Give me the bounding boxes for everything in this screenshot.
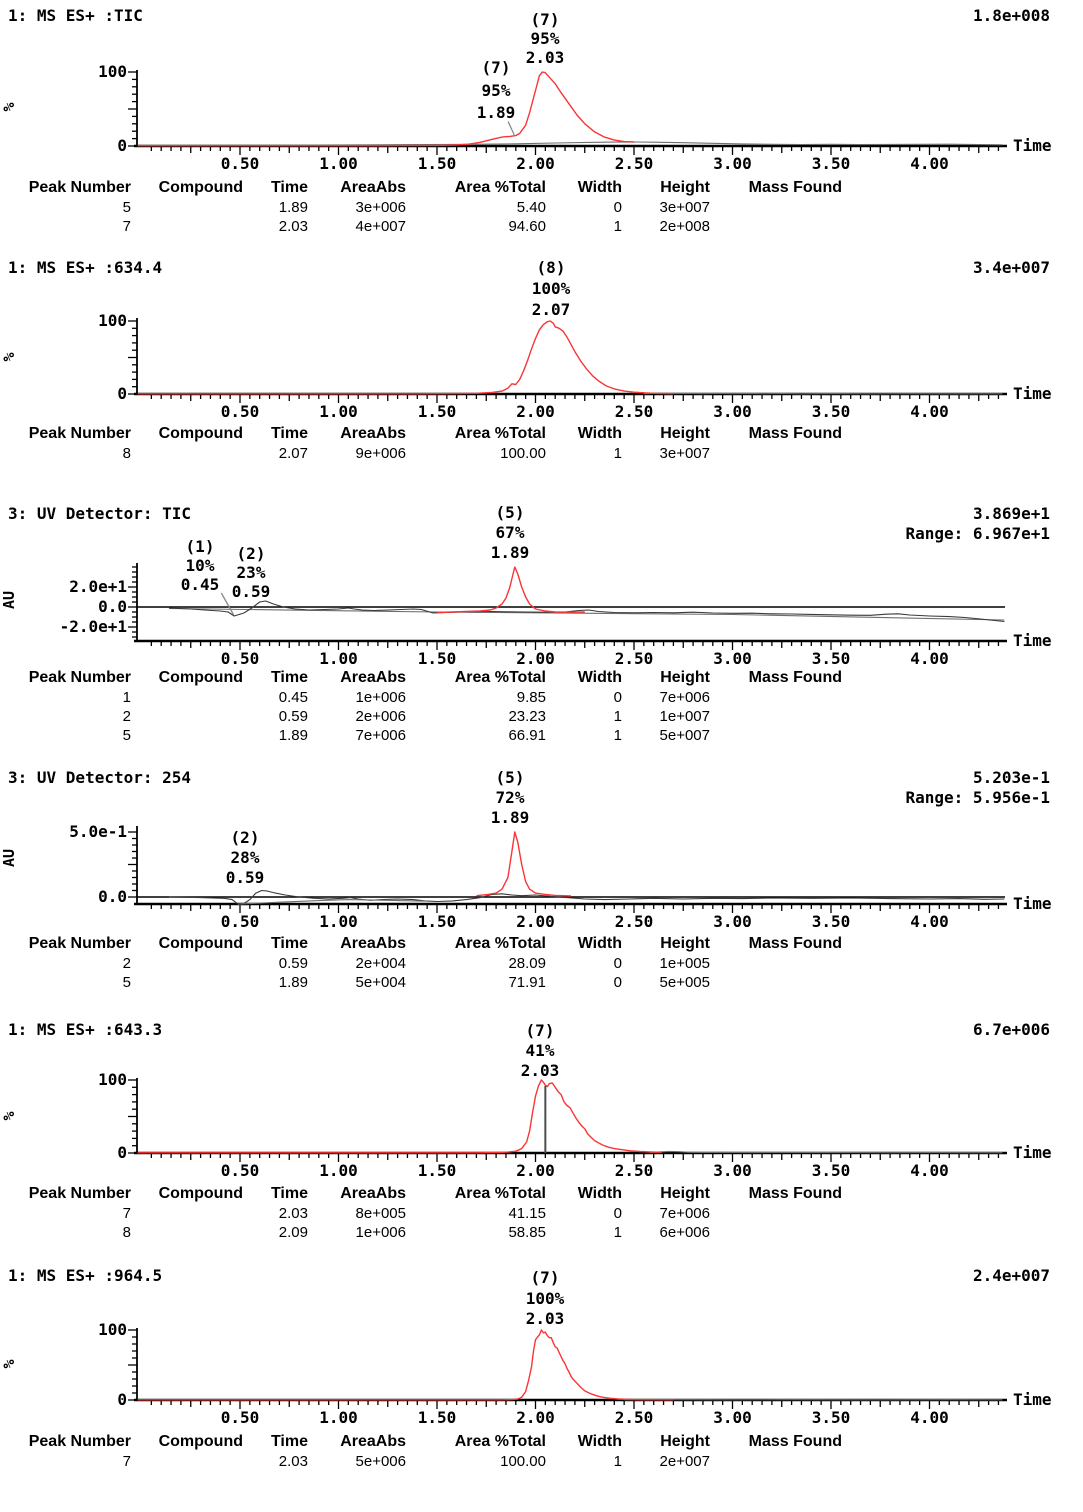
table-cell: 100.00 xyxy=(406,444,546,463)
col-header-peak-number: Peak Number xyxy=(0,668,131,688)
trace-uv254-red xyxy=(476,832,571,896)
y-axis-title: AU xyxy=(0,849,18,867)
y-tick-label: 100 xyxy=(98,311,127,330)
table-cell xyxy=(710,688,842,707)
y-tick-label: 2.0e+1 xyxy=(69,577,127,596)
peak-table xyxy=(0,1184,842,1242)
peak-annotation: 0.59 xyxy=(226,868,265,887)
table-cell xyxy=(710,217,842,236)
table-cell: 1 xyxy=(546,1452,622,1471)
col-header-compound: Compound xyxy=(131,178,243,198)
panel-4 xyxy=(0,762,1083,1014)
table-cell xyxy=(710,1204,842,1223)
col-header-width: Width xyxy=(546,178,622,198)
y-axis-title: AU xyxy=(0,591,18,609)
table-cell: 3e+007 xyxy=(622,444,710,463)
table-cell: 1 xyxy=(546,217,622,236)
table-cell: 2.03 xyxy=(243,1452,308,1471)
table-cell xyxy=(131,1452,243,1471)
col-header-areaabs: AreaAbs xyxy=(308,178,406,198)
trace-uv-dark xyxy=(169,601,1004,622)
x-tick-label: 3.00 xyxy=(713,649,752,668)
x-tick-label: 0.50 xyxy=(221,912,260,931)
table-cell: 8e+005 xyxy=(308,1204,406,1223)
chromatogram-plot xyxy=(0,0,1083,178)
trace-title: 1: MS ES+ :TIC xyxy=(8,6,143,25)
table-cell: 7e+006 xyxy=(308,726,406,745)
col-header-mass-found: Mass Found xyxy=(710,424,842,444)
peak-annotation: 28% xyxy=(231,848,260,867)
x-tick-label: 3.50 xyxy=(812,649,851,668)
table-cell: 1 xyxy=(546,1223,622,1242)
y-tick-label: 0.0 xyxy=(98,887,127,906)
col-header-peak-number: Peak Number xyxy=(0,1184,131,1204)
table-cell: 2 xyxy=(0,954,131,973)
x-tick-label: 4.00 xyxy=(910,1408,949,1427)
x-tick-label: 3.00 xyxy=(713,154,752,173)
col-header-compound: Compound xyxy=(131,668,243,688)
x-tick-label: 3.00 xyxy=(713,1408,752,1427)
x-tick-label: 4.00 xyxy=(910,154,949,173)
range-label: Range: 5.956e-1 xyxy=(906,788,1051,807)
trace-title: 3: UV Detector: TIC xyxy=(8,504,191,523)
col-header-mass-found: Mass Found xyxy=(710,178,842,198)
table-cell: 1e+006 xyxy=(308,1223,406,1242)
intensity-label: 3.869e+1 xyxy=(973,504,1050,523)
panel-3 xyxy=(0,498,1083,748)
y-tick-label: 0 xyxy=(117,1390,127,1409)
x-tick-label: 2.00 xyxy=(516,1408,555,1427)
intensity-label: 2.4e+007 xyxy=(973,1266,1050,1285)
peak-annotation: 100% xyxy=(526,1289,565,1308)
col-header-area-total: Area %Total xyxy=(406,668,546,688)
time-axis-label: Time xyxy=(1013,1143,1052,1162)
table-cell xyxy=(131,707,243,726)
peak-table xyxy=(0,1432,842,1471)
peak-annotation: 2.03 xyxy=(526,1309,565,1328)
peak-annotation: 72% xyxy=(496,788,525,807)
peak-annotation: (7) xyxy=(526,1021,555,1040)
trace-uv-red xyxy=(437,567,585,613)
table-cell xyxy=(710,707,842,726)
x-tick-label: 2.50 xyxy=(615,154,654,173)
table-cell: 2.07 xyxy=(243,444,308,463)
col-header-height: Height xyxy=(622,1184,710,1204)
trace-title: 1: MS ES+ :643.3 xyxy=(8,1020,162,1039)
trace-title: 1: MS ES+ :634.4 xyxy=(8,258,162,277)
x-tick-label: 3.00 xyxy=(713,912,752,931)
col-header-peak-number: Peak Number xyxy=(0,424,131,444)
table-cell: 100.00 xyxy=(406,1452,546,1471)
peak-annotation: 95% xyxy=(531,29,560,48)
table-cell: 5e+006 xyxy=(308,1452,406,1471)
col-header-area-total: Area %Total xyxy=(406,178,546,198)
time-axis-label: Time xyxy=(1013,894,1052,913)
table-cell: 9.85 xyxy=(406,688,546,707)
peak-annotation: (8) xyxy=(537,258,566,277)
peak-annotation: (7) xyxy=(482,58,511,77)
x-tick-label: 2.00 xyxy=(516,402,555,421)
table-cell xyxy=(131,688,243,707)
time-axis-label: Time xyxy=(1013,631,1052,650)
chromatogram-plot xyxy=(0,762,1083,934)
col-header-width: Width xyxy=(546,424,622,444)
table-cell: 0.45 xyxy=(243,688,308,707)
table-cell: 1 xyxy=(546,444,622,463)
y-axis-title: % xyxy=(0,1111,18,1120)
panel-5 xyxy=(0,1014,1083,1264)
y-tick-label: -2.0e+1 xyxy=(60,617,127,636)
x-tick-label: 4.00 xyxy=(910,402,949,421)
table-cell xyxy=(131,1223,243,1242)
table-cell: 0 xyxy=(546,954,622,973)
x-tick-label: 0.50 xyxy=(221,402,260,421)
y-tick-label: 0.0 xyxy=(98,597,127,616)
table-cell: 7 xyxy=(0,217,131,236)
chromatogram-plot xyxy=(0,252,1083,424)
peak-annotation: (2) xyxy=(231,828,260,847)
table-cell: 2 xyxy=(0,707,131,726)
peak-annotation: 1.89 xyxy=(491,543,530,562)
col-header-mass-found: Mass Found xyxy=(710,1432,842,1452)
table-cell: 0 xyxy=(546,1204,622,1223)
x-tick-label: 2.00 xyxy=(516,154,555,173)
x-tick-label: 1.50 xyxy=(418,1161,457,1180)
x-tick-label: 1.00 xyxy=(319,402,358,421)
peak-annotation: (1) xyxy=(186,537,215,556)
peak-annotation: 2.07 xyxy=(532,300,571,319)
table-cell: 1 xyxy=(0,688,131,707)
table-cell: 0 xyxy=(546,688,622,707)
table-cell: 5e+005 xyxy=(622,973,710,992)
table-cell: 2e+004 xyxy=(308,954,406,973)
col-header-areaabs: AreaAbs xyxy=(308,1432,406,1452)
y-axis-title: % xyxy=(0,1359,18,1368)
table-cell xyxy=(131,726,243,745)
col-header-time: Time xyxy=(243,668,308,688)
table-cell: 5e+004 xyxy=(308,973,406,992)
col-header-time: Time xyxy=(243,424,308,444)
x-tick-label: 2.50 xyxy=(615,649,654,668)
y-tick-label: 0 xyxy=(117,1143,127,1162)
table-cell: 2.03 xyxy=(243,1204,308,1223)
table-cell: 7 xyxy=(0,1452,131,1471)
x-tick-label: 0.50 xyxy=(221,1161,260,1180)
trace-xic-red xyxy=(138,321,674,394)
peak-annotation: 0.59 xyxy=(232,582,271,601)
peak-annotation: 100% xyxy=(532,279,571,298)
col-header-time: Time xyxy=(243,1184,308,1204)
peak-table xyxy=(0,934,842,992)
x-tick-label: 2.50 xyxy=(615,912,654,931)
peak-annotation: 95% xyxy=(482,81,511,100)
x-tick-label: 1.50 xyxy=(418,649,457,668)
col-header-mass-found: Mass Found xyxy=(710,1184,842,1204)
peak-annotation: (5) xyxy=(496,503,525,522)
table-cell xyxy=(131,444,243,463)
col-header-width: Width xyxy=(546,1432,622,1452)
peak-annotation: (7) xyxy=(531,10,560,29)
col-header-compound: Compound xyxy=(131,934,243,954)
x-tick-label: 3.00 xyxy=(713,402,752,421)
peak-annotation: (7) xyxy=(531,1268,560,1287)
peak-annotation: 0.45 xyxy=(181,575,220,594)
x-tick-label: 3.50 xyxy=(812,912,851,931)
col-header-time: Time xyxy=(243,934,308,954)
col-header-peak-number: Peak Number xyxy=(0,178,131,198)
x-tick-label: 1.50 xyxy=(418,402,457,421)
x-tick-label: 1.50 xyxy=(418,1408,457,1427)
col-header-areaabs: AreaAbs xyxy=(308,668,406,688)
table-cell: 4e+007 xyxy=(308,217,406,236)
col-header-width: Width xyxy=(546,668,622,688)
table-cell xyxy=(131,217,243,236)
table-cell: 5.40 xyxy=(406,198,546,217)
table-cell: 3e+006 xyxy=(308,198,406,217)
table-cell: 7e+006 xyxy=(622,1204,710,1223)
x-tick-label: 1.00 xyxy=(319,154,358,173)
col-header-compound: Compound xyxy=(131,1184,243,1204)
x-tick-label: 0.50 xyxy=(221,649,260,668)
table-cell: 28.09 xyxy=(406,954,546,973)
x-tick-label: 4.00 xyxy=(910,1161,949,1180)
table-cell: 66.91 xyxy=(406,726,546,745)
peak-annotation: 2.03 xyxy=(521,1061,560,1080)
table-cell xyxy=(710,973,842,992)
peak-annotation: 2.03 xyxy=(526,48,565,67)
peak-table xyxy=(0,668,842,745)
trace-title: 1: MS ES+ :964.5 xyxy=(8,1266,162,1285)
col-header-time: Time xyxy=(243,178,308,198)
trace-xic-red xyxy=(138,1080,662,1153)
col-header-area-total: Area %Total xyxy=(406,424,546,444)
panel-2 xyxy=(0,252,1083,504)
x-tick-label: 3.50 xyxy=(812,154,851,173)
table-cell: 1.89 xyxy=(243,198,308,217)
table-cell: 1 xyxy=(546,726,622,745)
peak-annotation: (2) xyxy=(237,544,266,563)
time-axis-label: Time xyxy=(1013,1390,1052,1409)
col-header-height: Height xyxy=(622,178,710,198)
peak-annotation: 67% xyxy=(496,523,525,542)
table-cell: 3e+007 xyxy=(622,198,710,217)
x-tick-label: 3.50 xyxy=(812,1408,851,1427)
range-label: Range: 6.967e+1 xyxy=(906,524,1051,543)
panel-6 xyxy=(0,1260,1083,1512)
peak-table xyxy=(0,178,842,236)
table-cell xyxy=(131,198,243,217)
col-header-mass-found: Mass Found xyxy=(710,934,842,954)
chromatogram-plot xyxy=(0,1260,1083,1432)
time-axis-label: Time xyxy=(1013,136,1052,155)
trace-xic-red xyxy=(138,1330,674,1400)
time-axis-label: Time xyxy=(1013,384,1052,403)
x-tick-label: 1.50 xyxy=(418,912,457,931)
col-header-area-total: Area %Total xyxy=(406,1432,546,1452)
chromatogram-plot xyxy=(0,1014,1083,1184)
y-tick-label: 0 xyxy=(117,384,127,403)
table-cell: 8 xyxy=(0,444,131,463)
x-tick-label: 3.50 xyxy=(812,402,851,421)
col-header-height: Height xyxy=(622,424,710,444)
table-cell: 7e+006 xyxy=(622,688,710,707)
table-cell xyxy=(710,726,842,745)
intensity-label: 6.7e+006 xyxy=(973,1020,1050,1039)
table-cell: 0.59 xyxy=(243,954,308,973)
x-tick-label: 1.00 xyxy=(319,912,358,931)
x-tick-label: 1.00 xyxy=(319,1161,358,1180)
col-header-time: Time xyxy=(243,1432,308,1452)
table-cell: 2.03 xyxy=(243,217,308,236)
table-cell: 5e+007 xyxy=(622,726,710,745)
table-cell xyxy=(131,1204,243,1223)
y-tick-label: 100 xyxy=(98,1070,127,1089)
table-cell: 1.89 xyxy=(243,973,308,992)
table-cell: 23.23 xyxy=(406,707,546,726)
table-cell: 2.09 xyxy=(243,1223,308,1242)
x-tick-label: 3.50 xyxy=(812,1161,851,1180)
intensity-label: 3.4e+007 xyxy=(973,258,1050,277)
x-tick-label: 2.50 xyxy=(615,402,654,421)
col-header-peak-number: Peak Number xyxy=(0,1432,131,1452)
table-cell: 2e+008 xyxy=(622,217,710,236)
x-tick-label: 1.00 xyxy=(319,649,358,668)
trace-tic-red xyxy=(138,72,634,146)
peak-annotation: 1.89 xyxy=(477,103,516,122)
col-header-compound: Compound xyxy=(131,424,243,444)
x-tick-label: 0.50 xyxy=(221,1408,260,1427)
y-tick-label: 5.0e-1 xyxy=(69,822,127,841)
col-header-height: Height xyxy=(622,1432,710,1452)
table-cell: 1e+007 xyxy=(622,707,710,726)
col-header-width: Width xyxy=(546,934,622,954)
col-header-areaabs: AreaAbs xyxy=(308,1184,406,1204)
table-cell: 1e+005 xyxy=(622,954,710,973)
table-cell xyxy=(710,954,842,973)
table-cell xyxy=(710,1223,842,1242)
x-tick-label: 4.00 xyxy=(910,912,949,931)
table-cell: 1e+006 xyxy=(308,688,406,707)
y-axis-title: % xyxy=(0,102,18,111)
y-tick-label: 100 xyxy=(98,62,127,81)
col-header-height: Height xyxy=(622,668,710,688)
x-tick-label: 2.50 xyxy=(615,1408,654,1427)
peak-annotation: 1.89 xyxy=(491,808,530,827)
table-cell: 0 xyxy=(546,198,622,217)
table-cell: 8 xyxy=(0,1223,131,1242)
table-cell: 58.85 xyxy=(406,1223,546,1242)
annotation-callout-line xyxy=(508,122,514,135)
peak-annotation: 10% xyxy=(186,556,215,575)
table-cell xyxy=(131,973,243,992)
table-cell: 71.91 xyxy=(406,973,546,992)
chromatogram-plot xyxy=(0,498,1083,668)
col-header-areaabs: AreaAbs xyxy=(308,424,406,444)
intensity-label: 1.8e+008 xyxy=(973,6,1050,25)
peak-annotation: 23% xyxy=(237,563,266,582)
x-tick-label: 4.00 xyxy=(910,649,949,668)
y-tick-label: 100 xyxy=(98,1320,127,1339)
col-header-mass-found: Mass Found xyxy=(710,668,842,688)
x-tick-label: 2.00 xyxy=(516,649,555,668)
y-axis-title: % xyxy=(0,352,18,361)
table-cell: 7 xyxy=(0,1204,131,1223)
x-tick-label: 2.00 xyxy=(516,912,555,931)
table-cell: 1 xyxy=(546,707,622,726)
x-tick-label: 1.00 xyxy=(319,1408,358,1427)
intensity-label: 5.203e-1 xyxy=(973,768,1050,787)
table-cell: 0 xyxy=(546,973,622,992)
x-tick-label: 1.50 xyxy=(418,154,457,173)
y-tick-label: 0 xyxy=(117,136,127,155)
table-cell: 94.60 xyxy=(406,217,546,236)
peak-annotation: (5) xyxy=(496,768,525,787)
table-cell xyxy=(710,198,842,217)
x-tick-label: 0.50 xyxy=(221,154,260,173)
table-cell: 2e+007 xyxy=(622,1452,710,1471)
col-header-compound: Compound xyxy=(131,1432,243,1452)
x-tick-label: 3.00 xyxy=(713,1161,752,1180)
col-header-peak-number: Peak Number xyxy=(0,934,131,954)
col-header-areaabs: AreaAbs xyxy=(308,934,406,954)
col-header-area-total: Area %Total xyxy=(406,1184,546,1204)
x-tick-label: 2.00 xyxy=(516,1161,555,1180)
table-cell xyxy=(710,1452,842,1471)
x-tick-label: 2.50 xyxy=(615,1161,654,1180)
peak-table xyxy=(0,424,842,463)
col-header-height: Height xyxy=(622,934,710,954)
table-cell: 2e+006 xyxy=(308,707,406,726)
table-cell: 0.59 xyxy=(243,707,308,726)
table-cell xyxy=(131,954,243,973)
table-cell xyxy=(710,444,842,463)
table-cell: 9e+006 xyxy=(308,444,406,463)
col-header-area-total: Area %Total xyxy=(406,934,546,954)
table-cell: 5 xyxy=(0,198,131,217)
panel-1 xyxy=(0,0,1083,258)
peak-annotation: 41% xyxy=(526,1041,555,1060)
table-cell: 1.89 xyxy=(243,726,308,745)
table-cell: 41.15 xyxy=(406,1204,546,1223)
trace-title: 3: UV Detector: 254 xyxy=(8,768,191,787)
table-cell: 5 xyxy=(0,726,131,745)
table-cell: 5 xyxy=(0,973,131,992)
table-cell: 6e+006 xyxy=(622,1223,710,1242)
col-header-width: Width xyxy=(546,1184,622,1204)
